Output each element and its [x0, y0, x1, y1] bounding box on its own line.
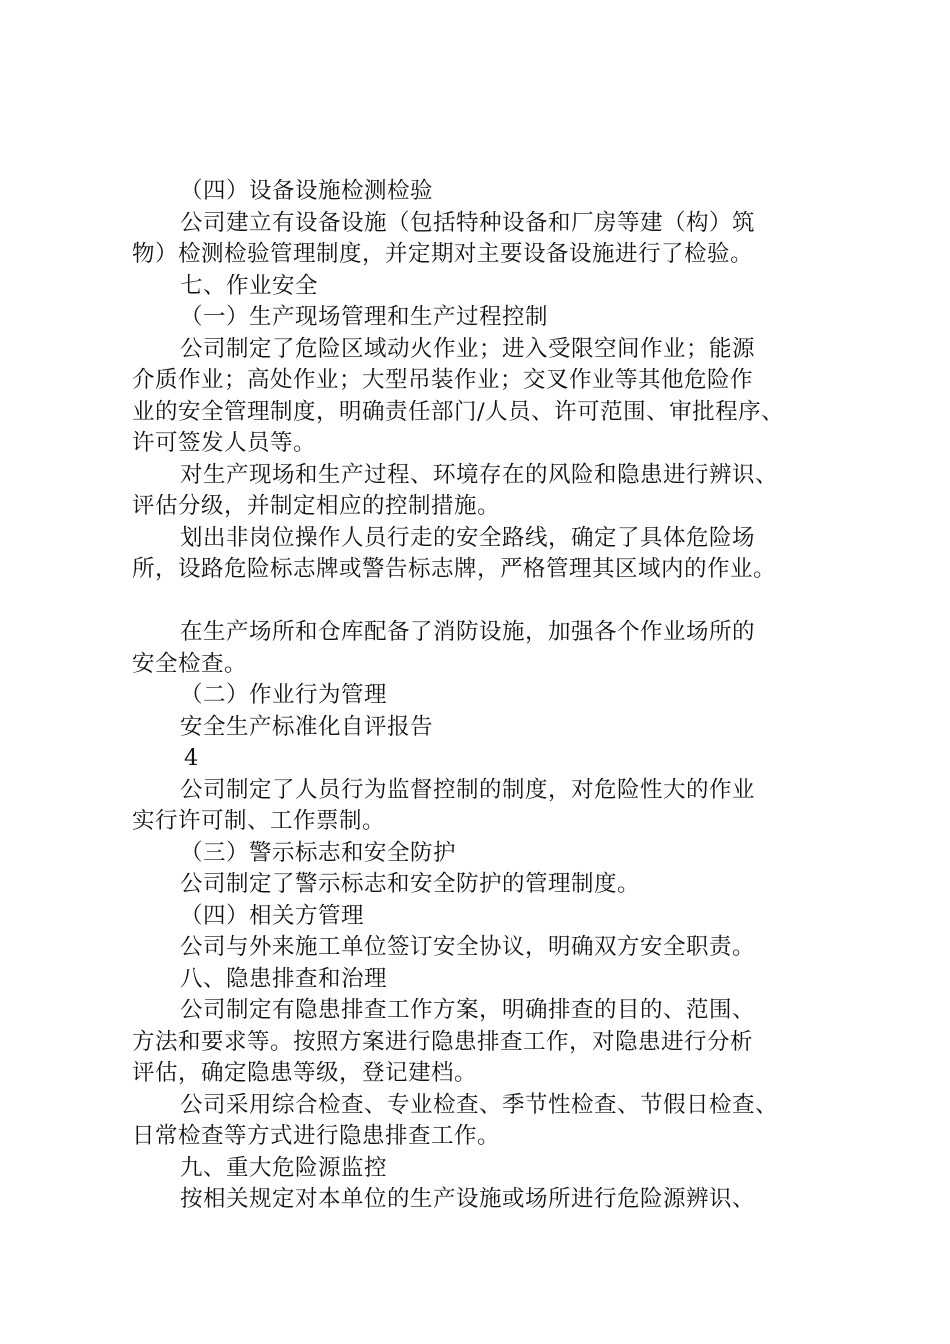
- paragraph-line: 公司制定了危险区域动火作业；进入受限空间作业；能源: [180, 335, 756, 362]
- paragraph-line: 介质作业；高处作业；大型吊装作业；交叉作业等其他危险作: [132, 367, 754, 393]
- paragraph-line: 业的安全管理制度，明确责任部门/人员、许可范围、审批程序、: [132, 398, 785, 425]
- section-heading-major-hazard-monitoring: 九、重大危险源监控: [180, 1154, 388, 1181]
- document-body: [132, 176, 862, 1216]
- paragraph-line: 公司采用综合检查、专业检查、季节性检查、节假日检查、: [180, 1091, 779, 1118]
- paragraph-line: 评估分级，并制定相应的控制措施。: [132, 493, 501, 519]
- running-header-title: 安全生产标准化自评报告: [180, 713, 434, 740]
- paragraph-line: 许可签发人员等。: [132, 430, 317, 456]
- paragraph-line: 公司制定了人员行为监督控制的制度，对危险性大的作业: [180, 776, 756, 803]
- paragraph-line: 公司与外来施工单位签订安全协议，明确双方安全职责。: [180, 934, 756, 960]
- section-heading-equipment-inspection: （四）设备设施检测检验: [180, 178, 434, 204]
- section-heading-site-management: （一）生产现场管理和生产过程控制: [180, 304, 549, 330]
- paragraph-line: 评估，确定隐患等级，登记建档。: [132, 1060, 478, 1086]
- paragraph-line: 方法和要求等。按照方案进行隐患排查工作，对隐患进行分析: [132, 1028, 754, 1055]
- section-heading-related-parties: （四）相关方管理: [180, 902, 365, 929]
- paragraph-line: 公司建立有设备设施（包括特种设备和厂房等建（构）筑: [180, 209, 756, 236]
- paragraph-line: 实行许可制、工作票制。: [132, 808, 386, 834]
- paragraph-line: 日常检查等方式进行隐患排查工作。: [132, 1123, 501, 1149]
- section-heading-hazard-investigation: 八、隐患排查和治理: [180, 965, 388, 992]
- paragraph-line: 公司制定了警示标志和安全防护的管理制度。: [180, 871, 641, 897]
- paragraph-line: 安全检查。: [132, 650, 248, 677]
- section-heading-operation-safety: 七、作业安全: [180, 272, 319, 299]
- page-number: 4: [184, 745, 199, 771]
- paragraph-line: 公司制定有隐患排查工作方案，明确排查的目的、范围、: [180, 997, 756, 1023]
- paragraph-line: 按相关规定对本单位的生产设施或场所进行危险源辨识、: [180, 1186, 756, 1212]
- section-heading-behavior-management: （二）作业行为管理: [180, 682, 388, 708]
- paragraph-line: 物）检测检验管理制度，并定期对主要设备设施进行了检验。: [132, 241, 754, 267]
- paragraph-line: 在生产场所和仓库配备了消防设施，加强各个作业场所的: [180, 619, 756, 645]
- paragraph-line: 对生产现场和生产过程、环境存在的风险和隐患进行辨识、: [180, 461, 779, 488]
- blank-line: [132, 586, 862, 618]
- section-heading-warning-signs: （三）警示标志和安全防护: [180, 839, 457, 866]
- paragraph-line: 划出非岗位操作人员行走的安全路线，确定了具体危险场: [180, 524, 756, 551]
- paragraph-line: 所，设路危险标志牌或警告标志牌，严格管理其区域内的作业。: [132, 556, 777, 582]
